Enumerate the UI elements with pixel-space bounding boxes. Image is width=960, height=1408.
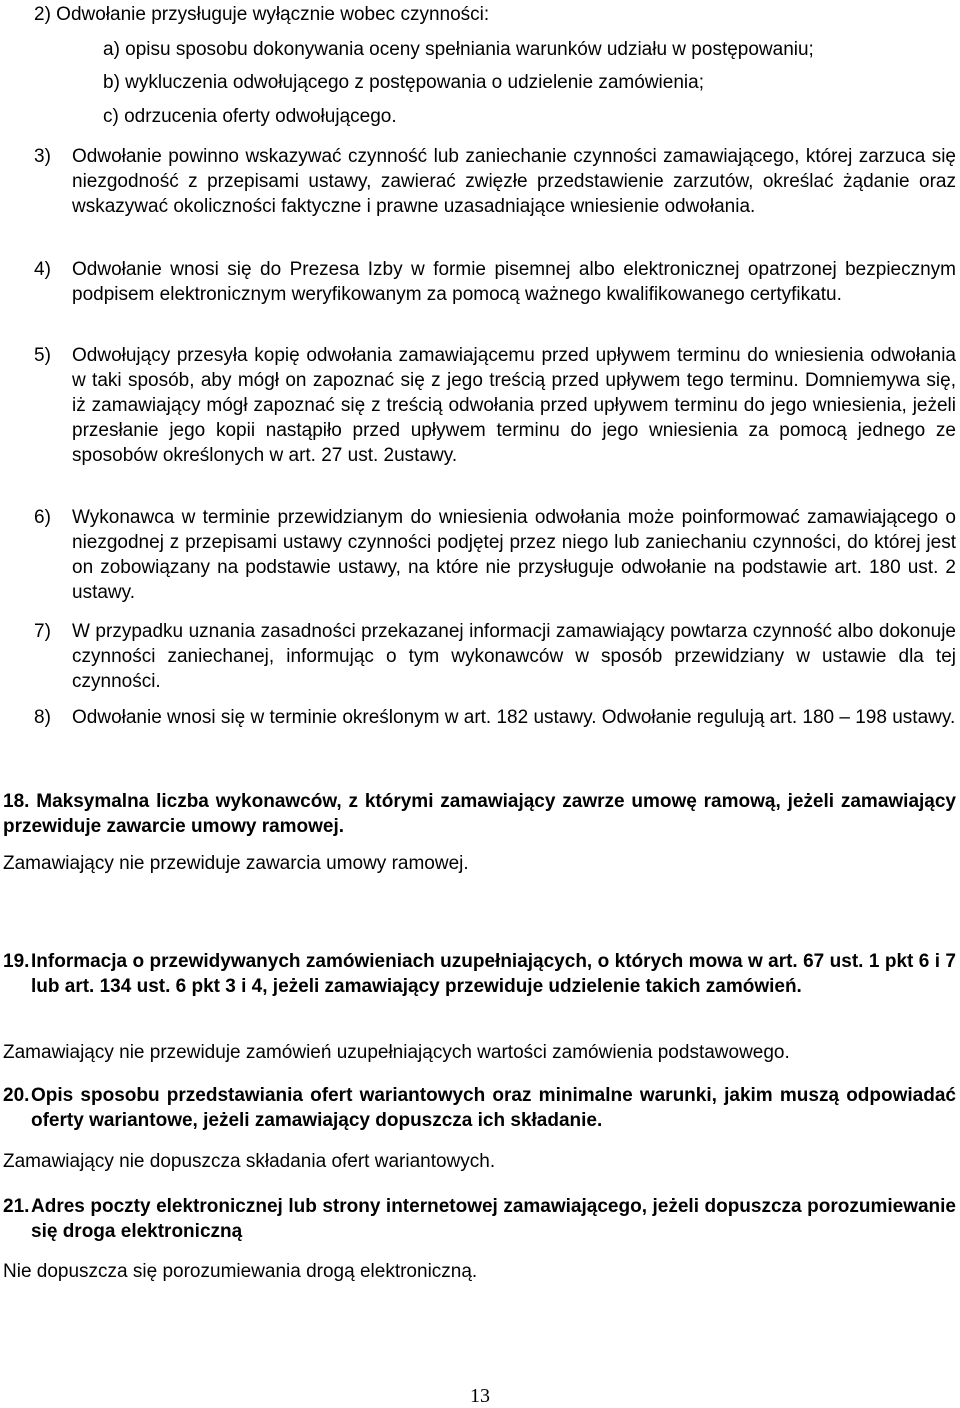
item-5-number: 5) [34,345,51,366]
item-8-number: 8) [34,707,51,728]
page-number: 13 [470,1385,490,1407]
item-4-text: Odwołanie wnosi się do Prezesa Izby w formie pisemnej albo elektronicznej opatrzonej bezpiecznym podpisem elektronicznym weryfikowanym za pomocą ważnego kwalifikowanego certyfikatu. [72,259,956,305]
item-2b: b) wykluczenia odwołującego z postępowania o udzielenie zamówienia; [103,72,704,93]
item-3-text: Odwołanie powinno wskazywać czynność lub zaniechanie czynności zamawiającego, której zarzuca się niezgodność z przepisami ustawy, zawierać zwięzłe przedstawienie zarzutów, określać żądanie oraz wskazywać okoliczności faktyczne i prawne uzasadniające wniesienie odwołania. [72,146,956,217]
item-7-number: 7) [34,621,51,642]
item-5-text: Odwołujący przesyła kopię odwołania zamawiającemu przed upływem terminu do wniesienia odwołania w taki sposób, aby mógł on zapoznać się z jego treścią przed upływem tego terminu. Domniemywa się, iż zamawiający mógł zapoznać się z treścią odwołania przed upływem terminu do jego wniesienia, jeżeli przesłanie jego kopii nastąpiło przed upływem terminu do jego wniesienia za pomocą jednego ze sposobów określonych w art. 27 ust. 2ustawy. [72,345,956,466]
item-6-text: Wykonawca w terminie przewidzianym do wniesienia odwołania może poinformować zamawiającego o niezgodnej z przepisami ustawy czynności podjętej przez niego lub zaniechaniu czynności, do której jest on zobowiązany na podstawie ustawy, na które nie przysługuje odwołanie na podstawie art. 180 ust. 2 ustawy. [72,507,956,603]
section-21-number: 21. [3,1196,30,1217]
item-5 [34,343,956,468]
item-8-text: Odwołanie wnosi się w terminie określonym w art. 182 ustawy. Odwołanie regulują art. 180 – 198 ustawy. [72,707,956,728]
item-7 [34,619,956,694]
section-19-number: 19. [3,951,30,972]
item-2-intro: 2) Odwołanie przysługuje wyłącznie wobec czynności: [34,4,490,25]
item-4-number: 4) [34,259,51,280]
section-20-number: 20. [3,1085,30,1106]
section-19-body: Zamawiający nie przewiduje zamówień uzupełniających wartości zamówienia podstawowego. [3,1042,790,1063]
section-18-heading: 18. Maksymalna liczba wykonawców, z którymi zamawiający zawrze umowę ramową, jeżeli zamawiający przewiduje zawarcie umowy ramowej. [3,791,956,837]
item-3 [34,144,956,219]
item-7-text: W przypadku uznania zasadności przekazanej informacji zamawiający powtarza czynność albo dokonuje czynności zaniechanej, informując o tym wykonawców w sposób przewidziany w ustawie dla tej czynności. [72,621,956,692]
section-20-heading [3,1083,956,1133]
item-2c: c) odrzucenia oferty odwołującego. [103,106,397,127]
item-6-number: 6) [34,507,51,528]
item-3-number: 3) [34,146,51,167]
section-21-title: Adres poczty elektronicznej lub strony internetowej zamawiającego, jeżeli dopuszcza porozumiewanie się droga elektroniczną [31,1196,956,1242]
section-20-title: Opis sposobu przedstawiania ofert wariantowych oraz minimalne warunki, jakim muszą odpowiadać oferty wariantowe, jeżeli zamawiający dopuszcza ich składanie. [31,1085,956,1131]
item-6 [34,505,956,605]
section-20-body: Zamawiający nie dopuszcza składania ofert wariantowych. [3,1151,496,1172]
section-21-heading [3,1194,956,1244]
item-8 [34,705,956,730]
section-19-title: Informacja o przewidywanych zamówieniach uzupełniających, o których mowa w art. 67 ust. 1 pkt 6 i 7 lub art. 134 ust. 6 pkt 3 i 4, jeżeli zamawiający przewiduje udzielenie takich zamówień. [31,951,956,997]
section-21-body: Nie dopuszcza się porozumiewania drogą elektroniczną. [3,1261,478,1282]
item-2a: a) opisu sposobu dokonywania oceny spełniania warunków udziału w postępowaniu; [103,39,814,60]
section-18-body: Zamawiający nie przewiduje zawarcia umowy ramowej. [3,853,469,874]
section-19-heading [3,949,956,999]
item-4 [34,257,956,307]
